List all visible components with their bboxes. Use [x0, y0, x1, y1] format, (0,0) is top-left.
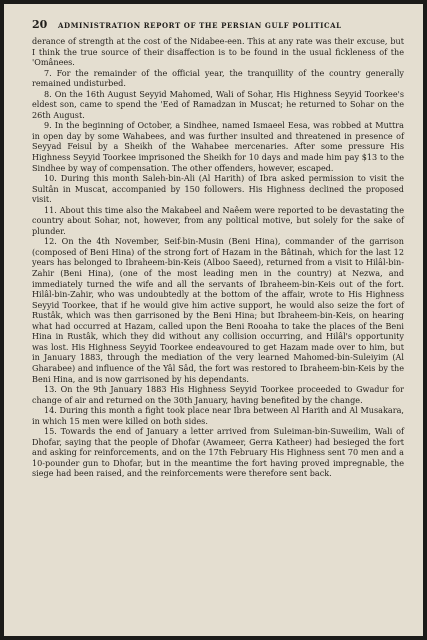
body-text: [32, 36, 404, 479]
paragraph: 14. During this month a fight took place near Ibra between Al Harith and Al Musakara, in which 15 men were killed on both sides.: [32, 405, 404, 426]
paragraph: 15. Towards the end of January a letter arrived from Suleiman-bin-Suweilim, Wali of Dhofar, saying that the people of Dhofar (Awameer, Gerra Katheer) had besieged the fort and asking for reinforcements, and on the 17th February His Highness sent 70 men and a 10-pounder gun to Dhofar, but in the meantime the fort having proved impregnable, the siege had been raised, and the reinforcements were therefore sent back.: [32, 426, 404, 479]
page-number: 20: [32, 18, 48, 31]
paragraph: 11. About this time also the Makabeel and Naêem were reported to be devastating the country about Sohar, not, however, from any political motive, but solely for the sake of plunder.: [32, 204, 404, 236]
paragraph: 13. On the 9th January 1883 His Highness Seyyid Toorkee proceeded to Gwadur for change of air and returned on the 30th January, having benefited by the change.: [32, 384, 404, 405]
paragraph: 12. On the 4th November, Seif-bin-Musin (Beni Hina), commander of the garrison (composed of Beni Hina) of the strong fort of Hazam in the Bâtinah, which for the last 12 years has belonged to Ibraheem-bin-Keis (Alboo Saeed), returned from a visit to Hilâl-bin-Zahir (Beni Hina), (one of the most leading men in the country) at Nezwa, and immediately turned the wife and all the servants of Ibraheem-bin-Keis out of the fort. Hilâl-bin-Zahir, who was undoubtedly at the bottom of the affair, wrote to His Highness Seyyid Toorkee, that if he would give him active support, he would also seize the fort of Rustâk, which was then garrisoned by the Beni Hina; but Ibraheem-bin-Keis, on hearing what had occurred at Hazam, called upon the Beni Rooaha to take the places of the Beni Hina in Rustâk, which they did without any collision occurring, and Hilâl's opportunity was lost. His Highness Seyyid Toorkee endeavoured to get Hazam made over to him, but in January 1883, through the mediation of the very learned Mahomed-bin-Suleiyim (Al Gharabee) and influence of the Yâl Sâd, the fort was restored to Ibraheem-bin-Keis by the Beni Hina, and is now garrisoned by his dependants.: [32, 236, 404, 384]
running-title: ADMINISTRATION REPORT OF THE PERSIAN GULF POLITICAL: [58, 21, 342, 30]
paragraph: 9. In the beginning of October, a Sindhee, named Ismaeel Eesa, was robbed at Muttra in open day by some Wahabees, and was further insulted and threatened in presence of Seyyad Feisul by a Sheikh of the Wahabee mercenaries. After some pressure His Highness Seyyid Toorkee imprisoned the Sheikh for 10 days and made him pay $13 to the Sindhee by way of compensation. The other offenders, however, escaped.: [32, 120, 404, 173]
document-page: [4, 4, 423, 636]
paragraph: 10. During this month Saleh-bin-Ali (Al Harith) of Ibra asked permission to visit the Sultân in Muscat, accompanied by 150 followers. His Highness declined the proposed visit.: [32, 173, 404, 205]
page-header: [32, 18, 402, 32]
paragraph: 7. For the remainder of the official year, the tranquillity of the country generally remained undisturbed.: [32, 67, 404, 89]
paragraph: derance of strength at the cost of the Nidabee-een. This at any rate was their excuse, but I think the true source of their disaffection is to be found in the usual fickleness of the 'Omânees.: [32, 36, 404, 68]
paragraph: 8. On the 16th August Seyyid Mahomed, Wali of Sohar, His Highness Seyyid Toorkee's eldest son, came to spend the 'Eed of Ramadzan in Muscat; he returned to Sohar on the 26th August.: [32, 88, 404, 120]
